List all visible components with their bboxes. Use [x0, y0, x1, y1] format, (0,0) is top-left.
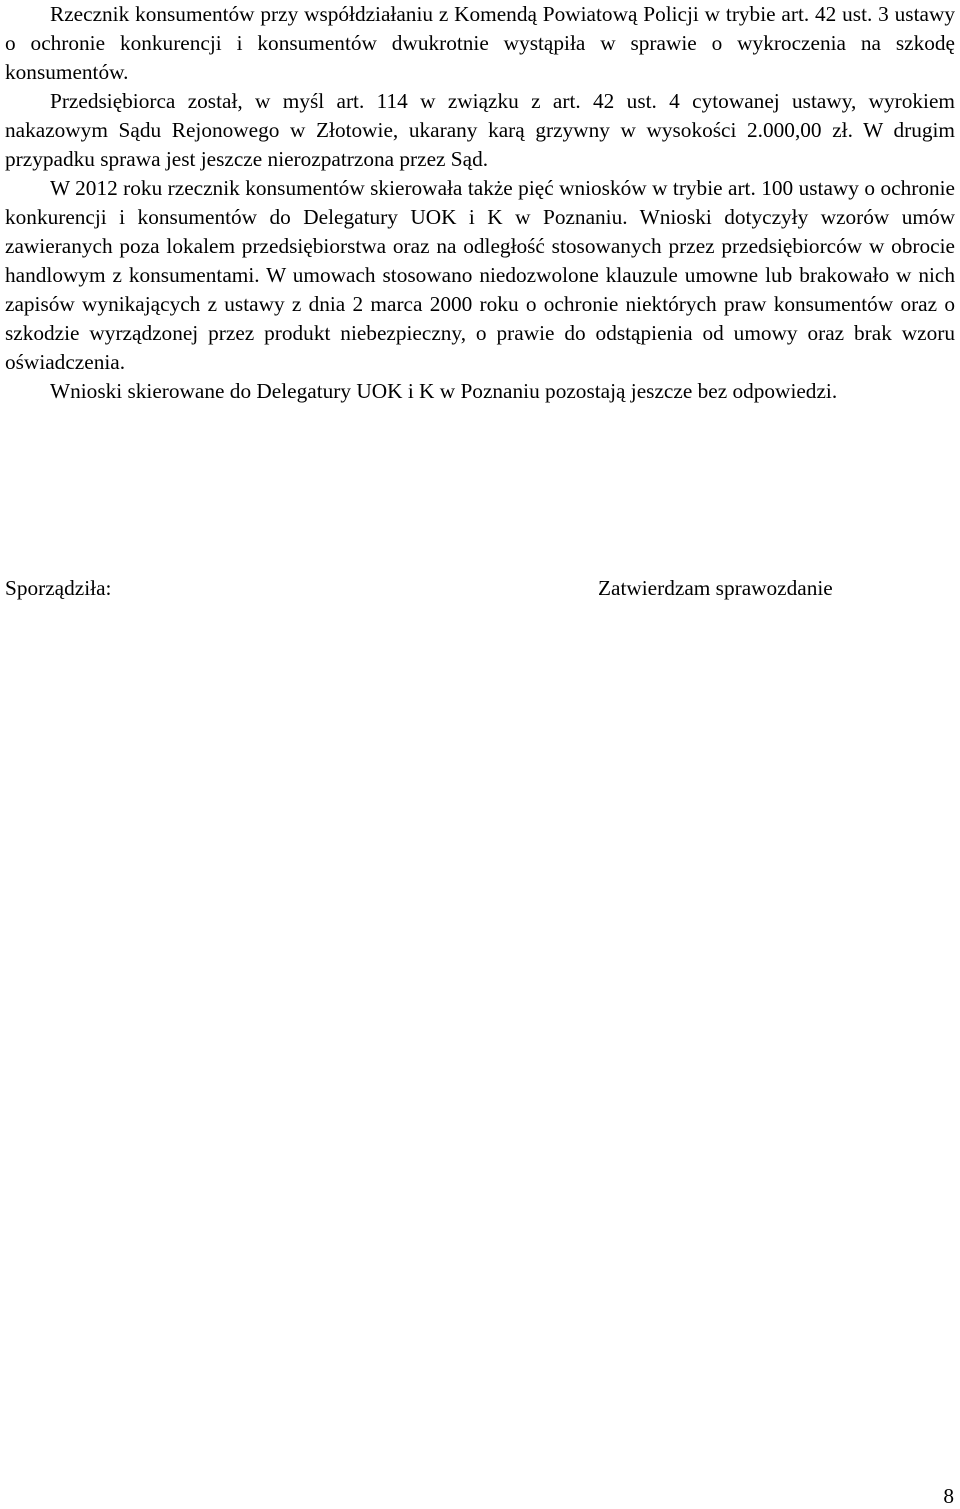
approval-label: Zatwierdzam sprawozdanie: [598, 576, 833, 600]
paragraph-3: W 2012 roku rzecznik konsumentów skierowała także pięć wniosków w trybie art. 100 ustawy o ochronie konkurencji i konsumentów do Delegatury UOK i K w Poznaniu. Wnioski dotyczyły wzorów umów zawieranych poza lokalem przedsiębiorstwa oraz na odległość stosowanych przez przedsiębiorców w obrocie handlowym z konsumentami. W umowach stosowano niedozwolone klauzule umowne lub brakowało w nich zapisów wynikających z ustawy z dnia 2 marca 2000 roku o ochronie niektórych praw konsumentów oraz o szkodzie wyrządzonej przez produkt niebezpieczny, o prawie do odstąpienia od umowy oraz brak wzoru oświadczenia.: [5, 176, 955, 374]
document-body: [5, 0, 955, 406]
paragraph-4: Wnioski skierowane do Delegatury UOK i K w Poznaniu pozostają jeszcze bez odpowiedzi.: [50, 379, 838, 403]
paragraph-2: Przedsiębiorca został, w myśl art. 114 w związku z art. 42 ust. 4 cytowanej ustawy, wyrokiem nakazowym Sądu Rejonowego w Złotowie, ukarany karą grzywny w wysokości 2.000,00 zł. W drugim przypadku sprawa jest jeszcze nierozpatrzona przez Sąd.: [5, 89, 955, 171]
paragraph-1: Rzecznik konsumentów przy współdziałaniu z Komendą Powiatową Policji w trybie art. 42 ust. 3 ustawy o ochronie konkurencji i konsumentów dwukrotnie wystąpiła w sprawie o wykroczenia na szkodę konsumentów.: [5, 2, 955, 84]
prepared-by-label: Sporządziła:: [5, 576, 112, 600]
page-number: 8: [943, 1484, 954, 1508]
signature-block: [5, 576, 955, 608]
